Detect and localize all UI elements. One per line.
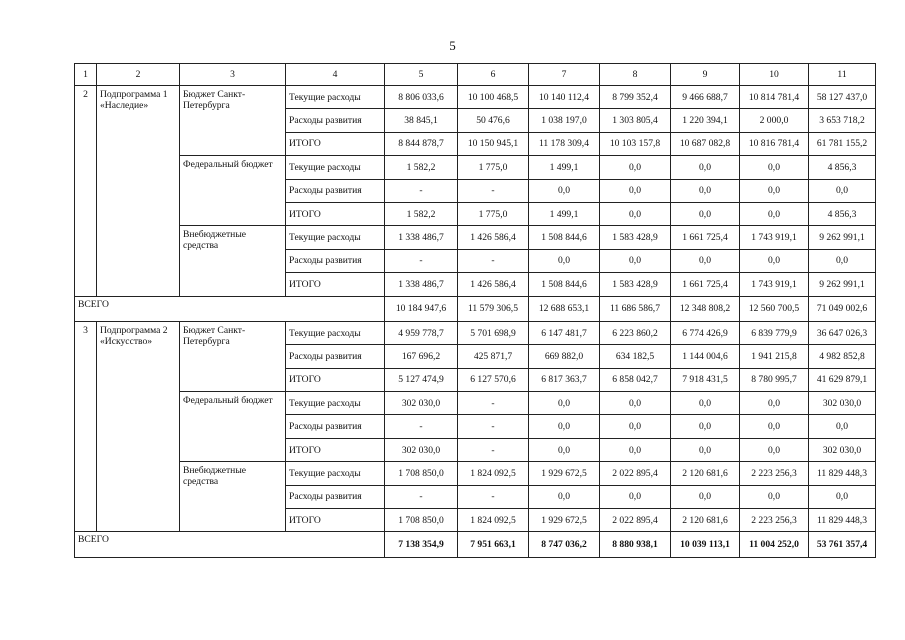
value-cell: 302 030,0 — [385, 392, 458, 415]
funding-source: Бюджет Санкт-Петербурга — [180, 321, 286, 391]
value-cell: 9 466 688,7 — [671, 86, 740, 109]
value-cell: 0,0 — [809, 179, 876, 202]
value-cell: 1 582,2 — [385, 156, 458, 179]
value-cell: 4 982 852,8 — [809, 345, 876, 368]
total-value-cell: 7 138 354,9 — [385, 532, 458, 557]
value-cell: 1 583 428,9 — [600, 273, 671, 296]
value-cell: 1 499,1 — [529, 156, 600, 179]
value-cell: 1 661 725,4 — [671, 273, 740, 296]
value-cell: 0,0 — [740, 485, 809, 508]
value-cell: 7 918 431,5 — [671, 368, 740, 391]
expense-type: ИТОГО — [286, 509, 385, 532]
value-cell: 0,0 — [671, 415, 740, 438]
value-cell: 1 743 919,1 — [740, 273, 809, 296]
value-cell: 9 262 991,1 — [809, 226, 876, 249]
value-cell: 8 780 995,7 — [740, 368, 809, 391]
program-name: Подпрограмма 1 «Наследие» — [97, 86, 180, 297]
header-cell: 2 — [97, 64, 180, 86]
value-cell: 3 653 718,2 — [809, 109, 876, 132]
value-cell: 0,0 — [809, 249, 876, 272]
value-cell: 6 839 779,9 — [740, 321, 809, 344]
value-cell: 0,0 — [740, 156, 809, 179]
total-value-cell: 11 004 252,0 — [740, 532, 809, 557]
value-cell: 8 806 033,6 — [385, 86, 458, 109]
value-cell: 10 814 781,4 — [740, 86, 809, 109]
value-cell: 4 959 778,7 — [385, 321, 458, 344]
value-cell: 0,0 — [671, 392, 740, 415]
expense-type: Расходы развития — [286, 485, 385, 508]
expense-type: Текущие расходы — [286, 86, 385, 109]
value-cell: 1 338 486,7 — [385, 273, 458, 296]
value-cell: 1 929 672,5 — [529, 509, 600, 532]
header-cell: 8 — [600, 64, 671, 86]
total-row — [75, 296, 876, 321]
value-cell: 1 508 844,6 — [529, 273, 600, 296]
value-cell: 0,0 — [740, 249, 809, 272]
value-cell: - — [458, 179, 529, 202]
expense-type: ИТОГО — [286, 368, 385, 391]
table-row — [75, 462, 876, 485]
funding-source: Внебюджетные средства — [180, 462, 286, 532]
value-cell: - — [458, 438, 529, 461]
value-cell: 0,0 — [600, 485, 671, 508]
value-cell: 4 856,3 — [809, 156, 876, 179]
value-cell: 0,0 — [600, 179, 671, 202]
value-cell: 8 844 878,7 — [385, 132, 458, 155]
value-cell: 302 030,0 — [809, 438, 876, 461]
expense-type: Текущие расходы — [286, 226, 385, 249]
value-cell: 634 182,5 — [600, 345, 671, 368]
value-cell: - — [385, 249, 458, 272]
value-cell: 2 000,0 — [740, 109, 809, 132]
header-cell: 11 — [809, 64, 876, 86]
row-number: 2 — [75, 86, 97, 297]
total-value-cell: 8 747 036,2 — [529, 532, 600, 557]
value-cell: 1 144 004,6 — [671, 345, 740, 368]
total-value-cell: 7 951 663,1 — [458, 532, 529, 557]
expense-type: ИТОГО — [286, 202, 385, 225]
value-cell: - — [458, 415, 529, 438]
expense-type: Расходы развития — [286, 249, 385, 272]
header-cell: 9 — [671, 64, 740, 86]
header-cell: 7 — [529, 64, 600, 86]
value-cell: 10 150 945,1 — [458, 132, 529, 155]
value-cell: 1 583 428,9 — [600, 226, 671, 249]
expense-type: ИТОГО — [286, 438, 385, 461]
value-cell: 1 824 092,5 — [458, 462, 529, 485]
value-cell: 10 100 468,5 — [458, 86, 529, 109]
value-cell: 1 708 850,0 — [385, 462, 458, 485]
total-value-cell: 8 880 938,1 — [600, 532, 671, 557]
value-cell: 0,0 — [671, 485, 740, 508]
header-cell: 6 — [458, 64, 529, 86]
value-cell: - — [385, 415, 458, 438]
value-cell: 2 223 256,3 — [740, 462, 809, 485]
value-cell: 0,0 — [529, 392, 600, 415]
value-cell: 0,0 — [671, 202, 740, 225]
funding-source: Федеральный бюджет — [180, 392, 286, 462]
value-cell: 6 223 860,2 — [600, 321, 671, 344]
value-cell: 1 220 394,1 — [671, 109, 740, 132]
value-cell: 10 816 781,4 — [740, 132, 809, 155]
value-cell: 0,0 — [809, 485, 876, 508]
value-cell: - — [458, 249, 529, 272]
value-cell: 10 103 157,8 — [600, 132, 671, 155]
value-cell: 2 223 256,3 — [740, 509, 809, 532]
header-cell: 4 — [286, 64, 385, 86]
value-cell: 6 817 363,7 — [529, 368, 600, 391]
value-cell: 4 856,3 — [809, 202, 876, 225]
value-cell: 0,0 — [740, 438, 809, 461]
total-value-cell: 53 761 357,4 — [809, 532, 876, 557]
value-cell: 0,0 — [529, 485, 600, 508]
value-cell: 1 941 215,8 — [740, 345, 809, 368]
table-row — [75, 156, 876, 179]
funding-source: Бюджет Санкт-Петербурга — [180, 86, 286, 156]
header-row — [75, 64, 876, 86]
value-cell: 0,0 — [600, 156, 671, 179]
value-cell: 61 781 155,2 — [809, 132, 876, 155]
value-cell: - — [458, 392, 529, 415]
value-cell: 669 882,0 — [529, 345, 600, 368]
value-cell: 0,0 — [529, 438, 600, 461]
value-cell: 0,0 — [740, 415, 809, 438]
expense-type: ИТОГО — [286, 132, 385, 155]
total-value-cell: 71 049 002,6 — [809, 296, 876, 321]
value-cell: 0,0 — [671, 179, 740, 202]
value-cell: 0,0 — [671, 156, 740, 179]
value-cell: 50 476,6 — [458, 109, 529, 132]
funding-source: Внебюджетные средства — [180, 226, 286, 296]
expense-type: Текущие расходы — [286, 392, 385, 415]
total-label: ВСЕГО — [75, 296, 385, 321]
header-cell: 10 — [740, 64, 809, 86]
value-cell: 11 178 309,4 — [529, 132, 600, 155]
value-cell: 5 127 474,9 — [385, 368, 458, 391]
value-cell: 9 262 991,1 — [809, 273, 876, 296]
total-value-cell: 11 579 306,5 — [458, 296, 529, 321]
total-value-cell: 11 686 586,7 — [600, 296, 671, 321]
program-name: Подпрограмма 2 «Искусство» — [97, 321, 180, 532]
value-cell: 302 030,0 — [809, 392, 876, 415]
total-value-cell: 12 688 653,1 — [529, 296, 600, 321]
header-cell: 3 — [180, 64, 286, 86]
value-cell: 0,0 — [740, 392, 809, 415]
value-cell: 0,0 — [809, 415, 876, 438]
total-value-cell: 12 560 700,5 — [740, 296, 809, 321]
value-cell: 10 140 112,4 — [529, 86, 600, 109]
value-cell: 1 338 486,7 — [385, 226, 458, 249]
expense-type: Расходы развития — [286, 415, 385, 438]
funding-source: Федеральный бюджет — [180, 156, 286, 226]
table-row — [75, 321, 876, 344]
expense-type: Текущие расходы — [286, 156, 385, 179]
value-cell: 1 499,1 — [529, 202, 600, 225]
value-cell: 0,0 — [529, 415, 600, 438]
value-cell: 41 629 879,1 — [809, 368, 876, 391]
value-cell: 6 147 481,7 — [529, 321, 600, 344]
value-cell: 1 508 844,6 — [529, 226, 600, 249]
expense-type: Текущие расходы — [286, 462, 385, 485]
value-cell: 0,0 — [600, 438, 671, 461]
value-cell: 0,0 — [740, 179, 809, 202]
value-cell: 1 775,0 — [458, 202, 529, 225]
value-cell: 6 858 042,7 — [600, 368, 671, 391]
total-value-cell: 10 039 113,1 — [671, 532, 740, 557]
value-cell: 1 929 672,5 — [529, 462, 600, 485]
value-cell: 0,0 — [671, 438, 740, 461]
row-number: 3 — [75, 321, 97, 532]
value-cell: 1 582,2 — [385, 202, 458, 225]
value-cell: 58 127 437,0 — [809, 86, 876, 109]
value-cell: 1 708 850,0 — [385, 509, 458, 532]
value-cell: 8 799 352,4 — [600, 86, 671, 109]
value-cell: 1 775,0 — [458, 156, 529, 179]
table-row — [75, 392, 876, 415]
value-cell: - — [385, 179, 458, 202]
value-cell: 0,0 — [671, 249, 740, 272]
value-cell: 0,0 — [529, 179, 600, 202]
value-cell: 10 687 082,8 — [671, 132, 740, 155]
total-row — [75, 532, 876, 557]
value-cell: 425 871,7 — [458, 345, 529, 368]
value-cell: 2 120 681,6 — [671, 462, 740, 485]
expense-type: Расходы развития — [286, 179, 385, 202]
value-cell: 0,0 — [600, 392, 671, 415]
table-row — [75, 226, 876, 249]
value-cell: - — [385, 485, 458, 508]
value-cell: 0,0 — [600, 249, 671, 272]
budget-table — [74, 63, 876, 558]
value-cell: - — [458, 485, 529, 508]
expense-type: Текущие расходы — [286, 321, 385, 344]
value-cell: 1 426 586,4 — [458, 226, 529, 249]
value-cell: 1 743 919,1 — [740, 226, 809, 249]
table-row — [75, 86, 876, 109]
value-cell: 0,0 — [600, 202, 671, 225]
value-cell: 6 774 426,9 — [671, 321, 740, 344]
expense-type: ИТОГО — [286, 273, 385, 296]
value-cell: 5 701 698,9 — [458, 321, 529, 344]
value-cell: 2 022 895,4 — [600, 509, 671, 532]
page-number: 5 — [449, 38, 456, 53]
expense-type: Расходы развития — [286, 109, 385, 132]
value-cell: 0,0 — [740, 202, 809, 225]
header-cell: 5 — [385, 64, 458, 86]
header-cell: 1 — [75, 64, 97, 86]
value-cell: 0,0 — [529, 249, 600, 272]
value-cell: 0,0 — [600, 415, 671, 438]
value-cell: 11 829 448,3 — [809, 509, 876, 532]
value-cell: 1 303 805,4 — [600, 109, 671, 132]
value-cell: 11 829 448,3 — [809, 462, 876, 485]
value-cell: 1 661 725,4 — [671, 226, 740, 249]
value-cell: 38 845,1 — [385, 109, 458, 132]
table-body — [75, 64, 876, 558]
total-value-cell: 12 348 808,2 — [671, 296, 740, 321]
value-cell: 1 038 197,0 — [529, 109, 600, 132]
expense-type: Расходы развития — [286, 345, 385, 368]
value-cell: 2 022 895,4 — [600, 462, 671, 485]
total-label: ВСЕГО — [75, 532, 385, 557]
value-cell: 2 120 681,6 — [671, 509, 740, 532]
value-cell: 36 647 026,3 — [809, 321, 876, 344]
value-cell: 6 127 570,6 — [458, 368, 529, 391]
value-cell: 1 426 586,4 — [458, 273, 529, 296]
value-cell: 302 030,0 — [385, 438, 458, 461]
value-cell: 1 824 092,5 — [458, 509, 529, 532]
value-cell: 167 696,2 — [385, 345, 458, 368]
total-value-cell: 10 184 947,6 — [385, 296, 458, 321]
